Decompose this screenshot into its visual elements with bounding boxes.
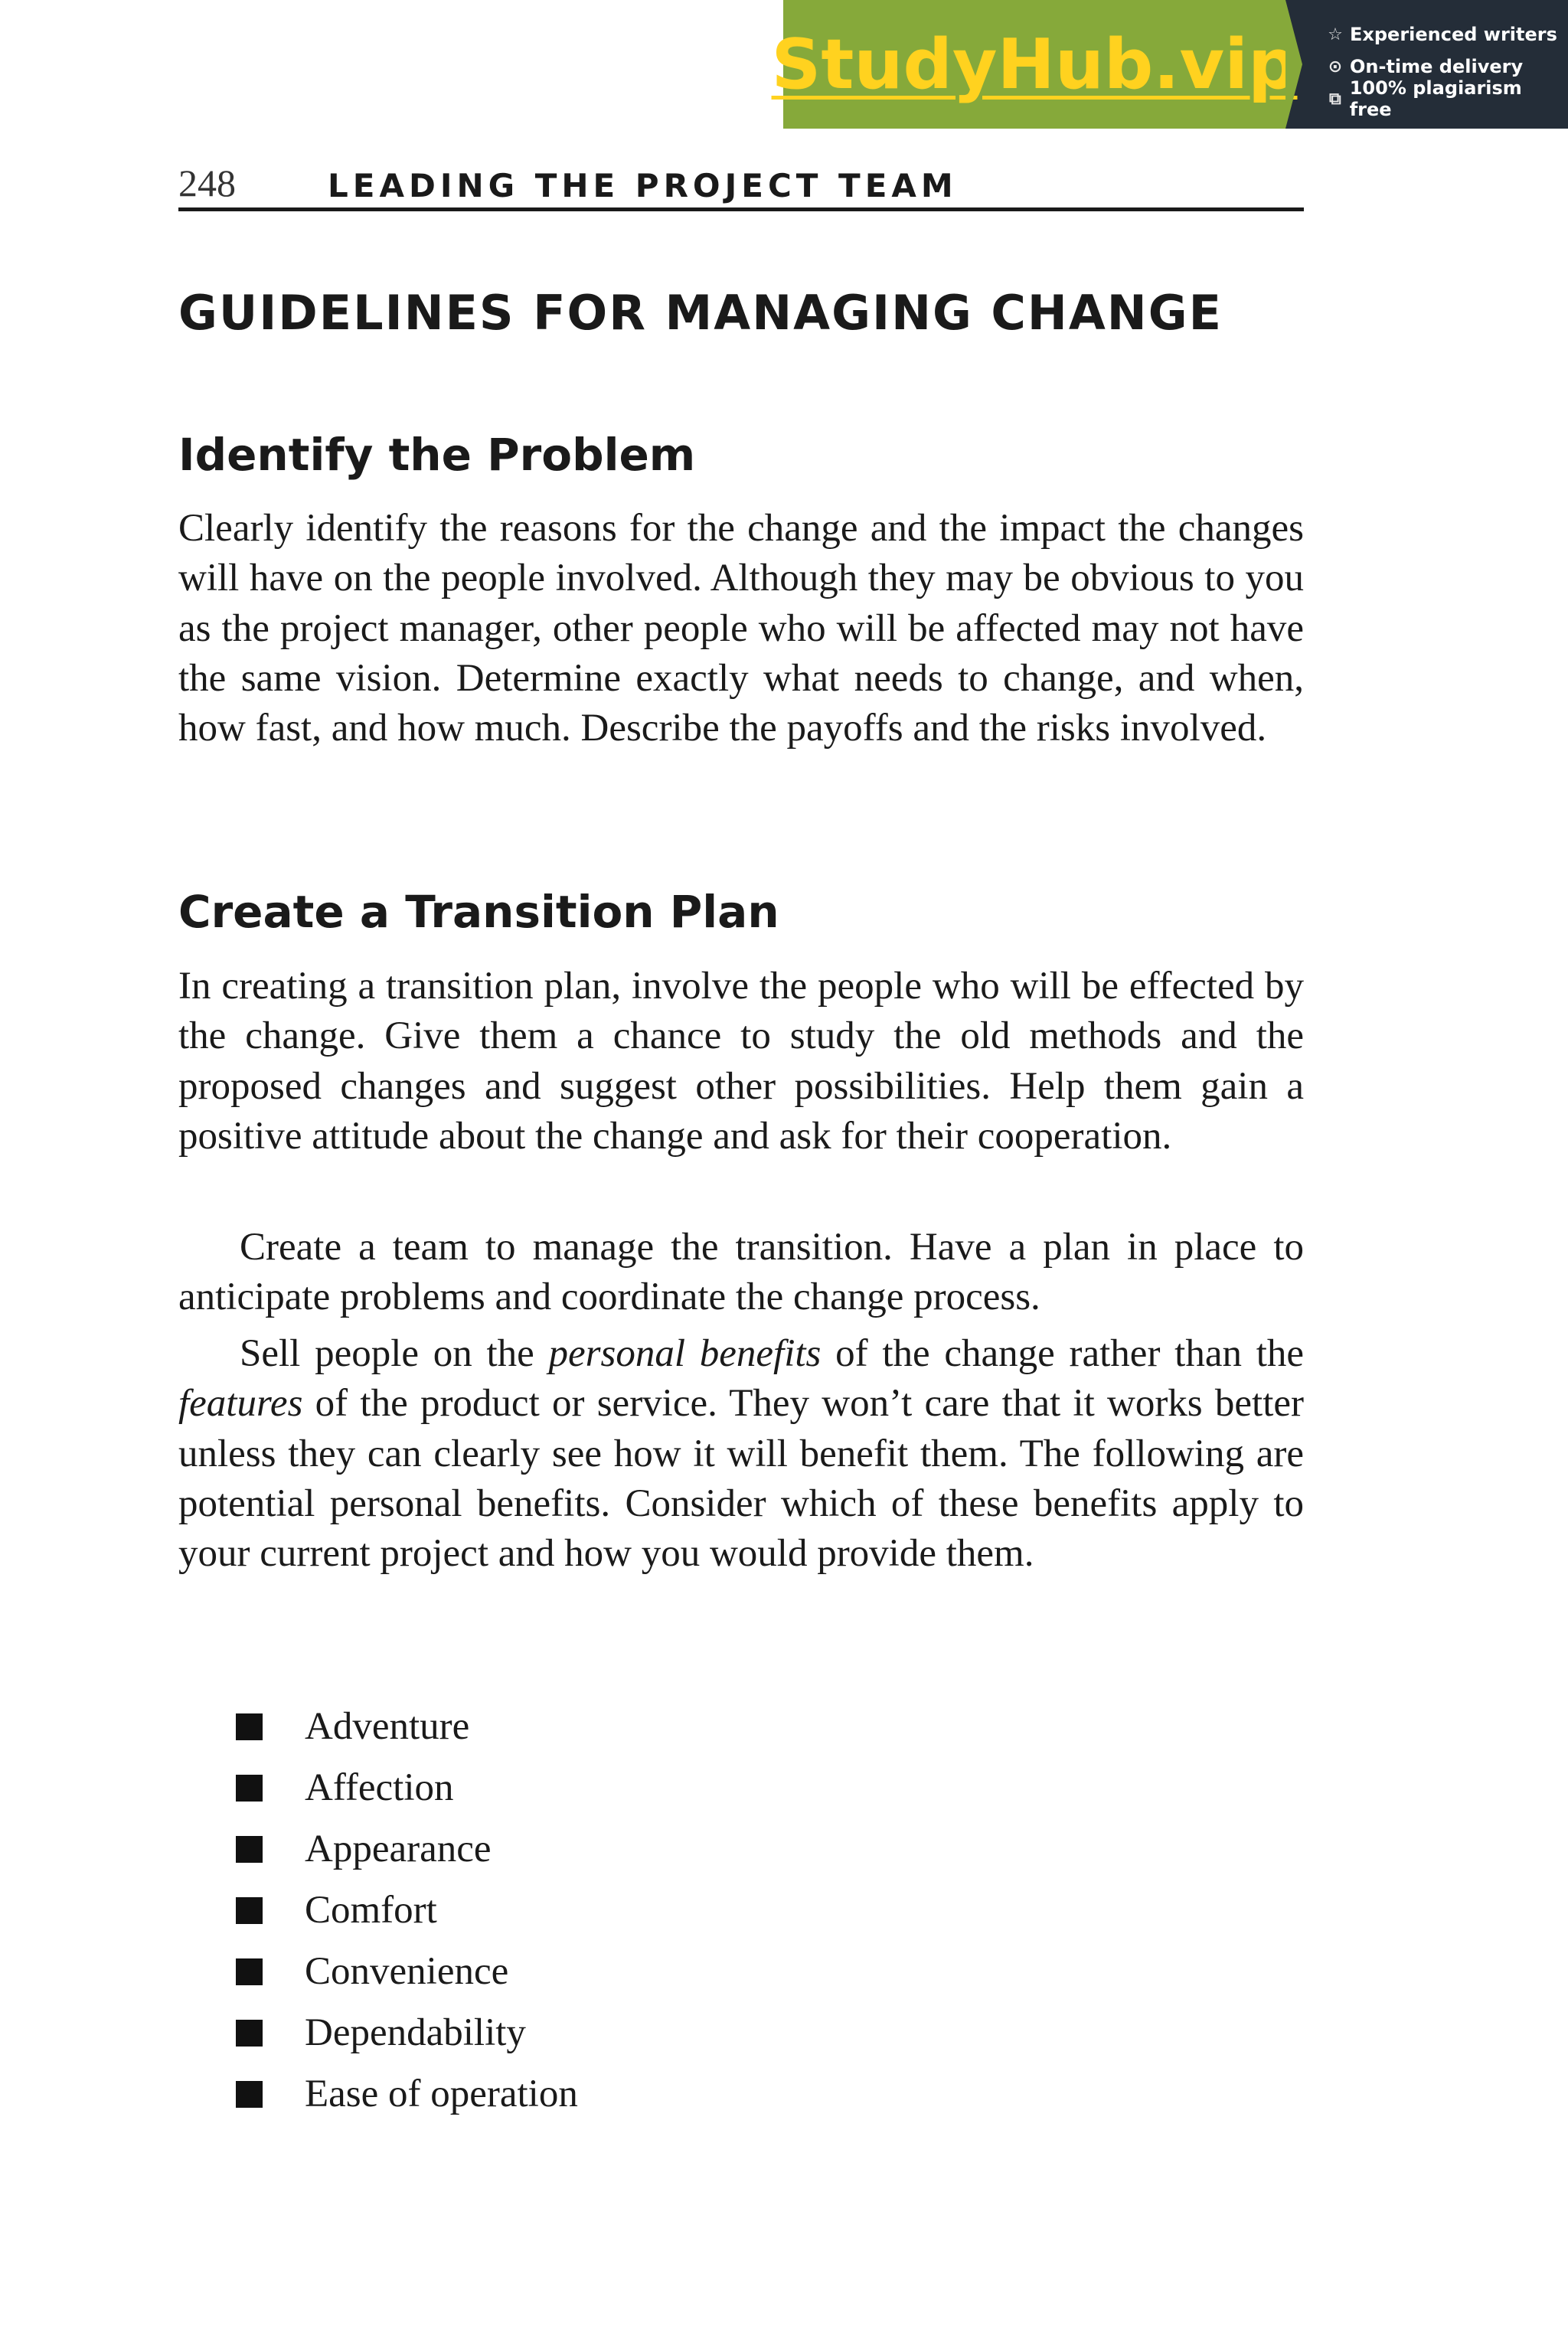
identify-problem-paragraph: Clearly identify the reasons for the change and the impact the changes will have on the people involved. Although they may be obvious to you as the project manager, other people who will be affected may not have the same vision. Determine exactly what needs to change, and when, how fast, and how much. Describe the payoffs and the risks involved.: [178, 507, 1304, 750]
list-item: [236, 1941, 578, 2002]
transition-plan-paragraph-3: [178, 1329, 1304, 1579]
running-head: [178, 161, 1304, 211]
square-bullet-icon: [236, 1713, 263, 1740]
benefit-label: Affection: [305, 1766, 454, 1809]
ad-banner[interactable]: [771, 0, 1568, 129]
paragraph-text: of the product or service. They won’t care that it works better unless they can clearly see how it will benefit them. The following are potential personal benefits. Consider which of these benefits apply to your current project and how you would provide them.: [178, 1382, 1304, 1576]
banner-feature-plagiarism: [1325, 77, 1568, 120]
benefit-label: Adventure: [305, 1705, 470, 1748]
list-item: [236, 1880, 578, 1941]
emphasis-personal-benefits: personal benefits: [548, 1332, 822, 1375]
square-bullet-icon: [236, 1775, 263, 1802]
benefit-label: Comfort: [305, 1889, 437, 1932]
square-bullet-icon: [236, 1958, 263, 1985]
star-icon: ☆: [1328, 24, 1343, 44]
paragraph-text: of the change rather than the: [821, 1332, 1304, 1375]
running-title: LEADING THE PROJECT TEAM: [328, 167, 958, 204]
section-heading-transition-plan: Create a Transition Plan: [178, 886, 779, 938]
banner-feature-writers: [1325, 18, 1568, 51]
square-bullet-icon: [236, 2020, 263, 2047]
benefit-label: Convenience: [305, 1950, 509, 1993]
feature-label: On-time delivery: [1350, 56, 1524, 77]
square-bullet-icon: [236, 1897, 263, 1924]
banner-arrow-shape: [1285, 0, 1302, 129]
list-item: [236, 1818, 578, 1880]
clock-icon: ⊙: [1328, 57, 1343, 77]
chapter-heading: GUIDELINES FOR MANAGING CHANGE: [178, 285, 1223, 341]
list-item: [236, 2063, 578, 2125]
benefit-label: Ease of operation: [305, 2073, 578, 2115]
benefit-label: Appearance: [305, 1828, 492, 1870]
square-bullet-icon: [236, 1836, 263, 1863]
list-item: [236, 1696, 578, 1757]
copy-icon: ⧉: [1329, 89, 1341, 109]
emphasis-features: features: [178, 1382, 303, 1426]
banner-features-panel: [1285, 0, 1568, 129]
list-item: [236, 2002, 578, 2063]
page-number: 248: [178, 162, 236, 204]
benefit-label: Dependability: [305, 2011, 526, 2054]
section-heading-identify-problem: Identify the Problem: [178, 429, 696, 481]
feature-label: Experienced writers: [1350, 24, 1557, 45]
list-item: [236, 1757, 578, 1818]
benefits-list: [236, 1696, 578, 2125]
paragraph-text: Sell people on the: [240, 1332, 549, 1375]
feature-label: 100% plagiarism free: [1349, 77, 1522, 120]
transition-plan-paragraph-2: Create a team to manage the transition. Have a plan in place to anticipate problems and coordinate the change process.: [178, 1226, 1304, 1319]
banner-logo-panel: [771, 0, 1298, 129]
studyhub-logo: StudyHub.vip: [771, 24, 1298, 105]
square-bullet-icon: [236, 2081, 263, 2108]
transition-plan-paragraph-1: In creating a transition plan, involve the people who will be effected by the change. Give them a chance to study the old methods and the proposed changes and suggest other possibilities. Help them gain a positive attitude about the change and ask for their cooperation.: [178, 965, 1304, 1158]
